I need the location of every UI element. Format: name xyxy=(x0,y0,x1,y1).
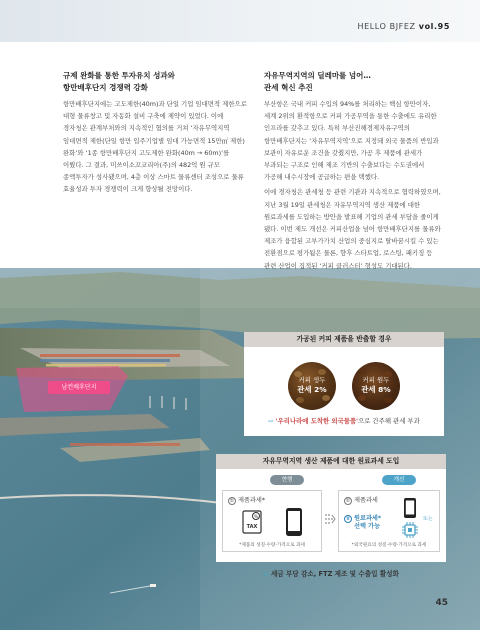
smartphone-icon xyxy=(403,497,417,519)
current-item-label: 제품과세* xyxy=(238,497,266,504)
foreign-goods-rest: 으로 간주해 관세 부과 xyxy=(358,417,420,425)
left-column xyxy=(63,70,248,196)
raw-material-tax-title: 자유무역지역 생산 제품에 대한 원료과세 도입 xyxy=(216,454,446,469)
roasted-bean-name: 커피 원두 xyxy=(362,376,390,384)
arrow-right-icon: ⇨ xyxy=(263,570,269,578)
roasted-bean-circle xyxy=(352,362,400,410)
number-1-badge: ① xyxy=(345,498,351,504)
tax-label: TAX xyxy=(246,524,258,530)
current-note: *제품의 성질·수량·가격으로 과세 xyxy=(239,543,305,548)
improved-item-2-label: 원료과세* xyxy=(354,515,382,522)
improved-item-1-label: 제품과세 xyxy=(354,497,378,504)
top-band xyxy=(0,0,480,42)
right-column xyxy=(264,70,442,272)
transition-arrow-icon xyxy=(324,512,336,526)
foreign-goods-highlight: '우리나라에 도착한 외국물품' xyxy=(275,417,359,425)
summary-line xyxy=(216,568,446,578)
right-body-2: 이에 경자청은 관세청 등 관련 기관과 지속적으로 협력하였으며, 지난 3월 19일 관세청은 자유무역지역 생산 제품에 대한 원료과세를 도입하는 방안을 발표해 기업의 관세 부담을 줄이게 됐다. 이번 제도 개선은 커피산업을 넘어 항만배후단지를 물류와 제조가 융합된 고부가가치 산업의 중심지로 탈바꿈시킬 수 있는 전환점으로 평가됨은 물론, 향후 스타트업, 로스팅, 패키징 등 관련 산업이 집적된 ‘커피 클러스터’ 형성도 기대된다. xyxy=(264,188,441,270)
chip-icon xyxy=(401,521,419,539)
number-1-badge: ① xyxy=(229,498,235,504)
current-box xyxy=(222,490,322,552)
roasted-bean-rate: 관세 8% xyxy=(361,385,391,394)
left-body: 항만배후단지에는 고도제한(40m)과 단일 기업 임대면적 제한으로 대형 물류창고 및 자동화 설비 구축에 제약이 있었다. 이에 경자청은 관계부처와의 지속적인 협의를 거쳐 ‘자유무역지역 임대면적 제한(단일 항만 입주기업별 임대 가능면적 15만㎡ 제한) 완화’와 ‘1종 항만배후단지 고도제한 완화(40m → 60m)’를 이뤘다. 그 결과, 미쓰이소꼬코리아(주)의 482억 원 규모 종액투자가 성사됐으며, 4층 이상 스마트 물류센터 조성으로 물류 효율성과 투자 경쟁력이 크게 향상될 전망이다. xyxy=(63,100,247,194)
left-subtitle-1: 규제 완화를 통한 투자유치 성과와 xyxy=(63,71,175,80)
improved-note: *외국원료의 성질·수량·가격으로 과세 xyxy=(351,543,427,548)
improved-item-2-sub: 선택 가능 xyxy=(354,523,381,530)
right-subtitle-1: 자유무역지역의 딜레마를 넘어… xyxy=(264,71,371,80)
coffee-tariff-title: 가공된 커피 제품을 반출할 경우 xyxy=(244,332,444,347)
zone-label-namkeon: 남컨배후단지 xyxy=(48,381,110,394)
coffee-tariff-footnote xyxy=(244,416,444,425)
coffee-tariff-panel xyxy=(244,332,444,436)
summary-text: 세금 부담 감소, FTZ 제조 및 수출입 활성화 xyxy=(270,570,399,578)
page-header xyxy=(357,22,450,31)
issue-volume: vol.95 xyxy=(418,22,450,31)
current-item xyxy=(228,497,265,505)
green-bean-circle xyxy=(288,362,336,410)
number-2-badge: ② xyxy=(345,516,351,522)
right-body-1: 부산항은 국내 커피 수입의 94%를 처리하는 핵심 항만이자, 세계 2위의 환적항으로 커피 가공무역을 통한 수출에도 유리한 인프라를 갖추고 있다. 특히 부산진해경제자유구역의 항만배후단지는 ‘자유무역지역’으로 지정돼 외국 물품의 반입과 보관이 자유로운 조건을 갖췄지만, 가공 후 제품에 관세가 부과되는 구조로 인해 제조 기반의 수출보다는 수도권에서 가공해 내수시장에 공급하는 편을 택했다. xyxy=(264,100,439,182)
improved-item-1 xyxy=(344,497,378,505)
improved-box xyxy=(338,490,440,552)
improved-item-2 xyxy=(344,515,381,531)
svg-text:%: % xyxy=(253,515,259,520)
green-bean-name: 커피 생두 xyxy=(298,376,326,384)
right-subtitle-2: 관세 혁신 추진 xyxy=(264,83,313,92)
page-number: 45 xyxy=(435,598,448,608)
raw-material-tax-panel xyxy=(216,454,446,562)
magazine-brand: HELLO BJFEZ xyxy=(357,22,416,31)
green-bean-rate: 관세 2% xyxy=(297,385,327,394)
smartphone-icon xyxy=(285,507,303,537)
current-badge: 현행 xyxy=(270,475,304,485)
left-subtitle-2: 항만배후단지 경쟁력 강화 xyxy=(63,83,148,92)
tax-document-icon xyxy=(241,509,265,535)
arrow-right-icon: ⇨ xyxy=(268,417,274,425)
or-label: 또는 xyxy=(423,516,433,522)
improved-badge: 개선 xyxy=(382,475,416,485)
